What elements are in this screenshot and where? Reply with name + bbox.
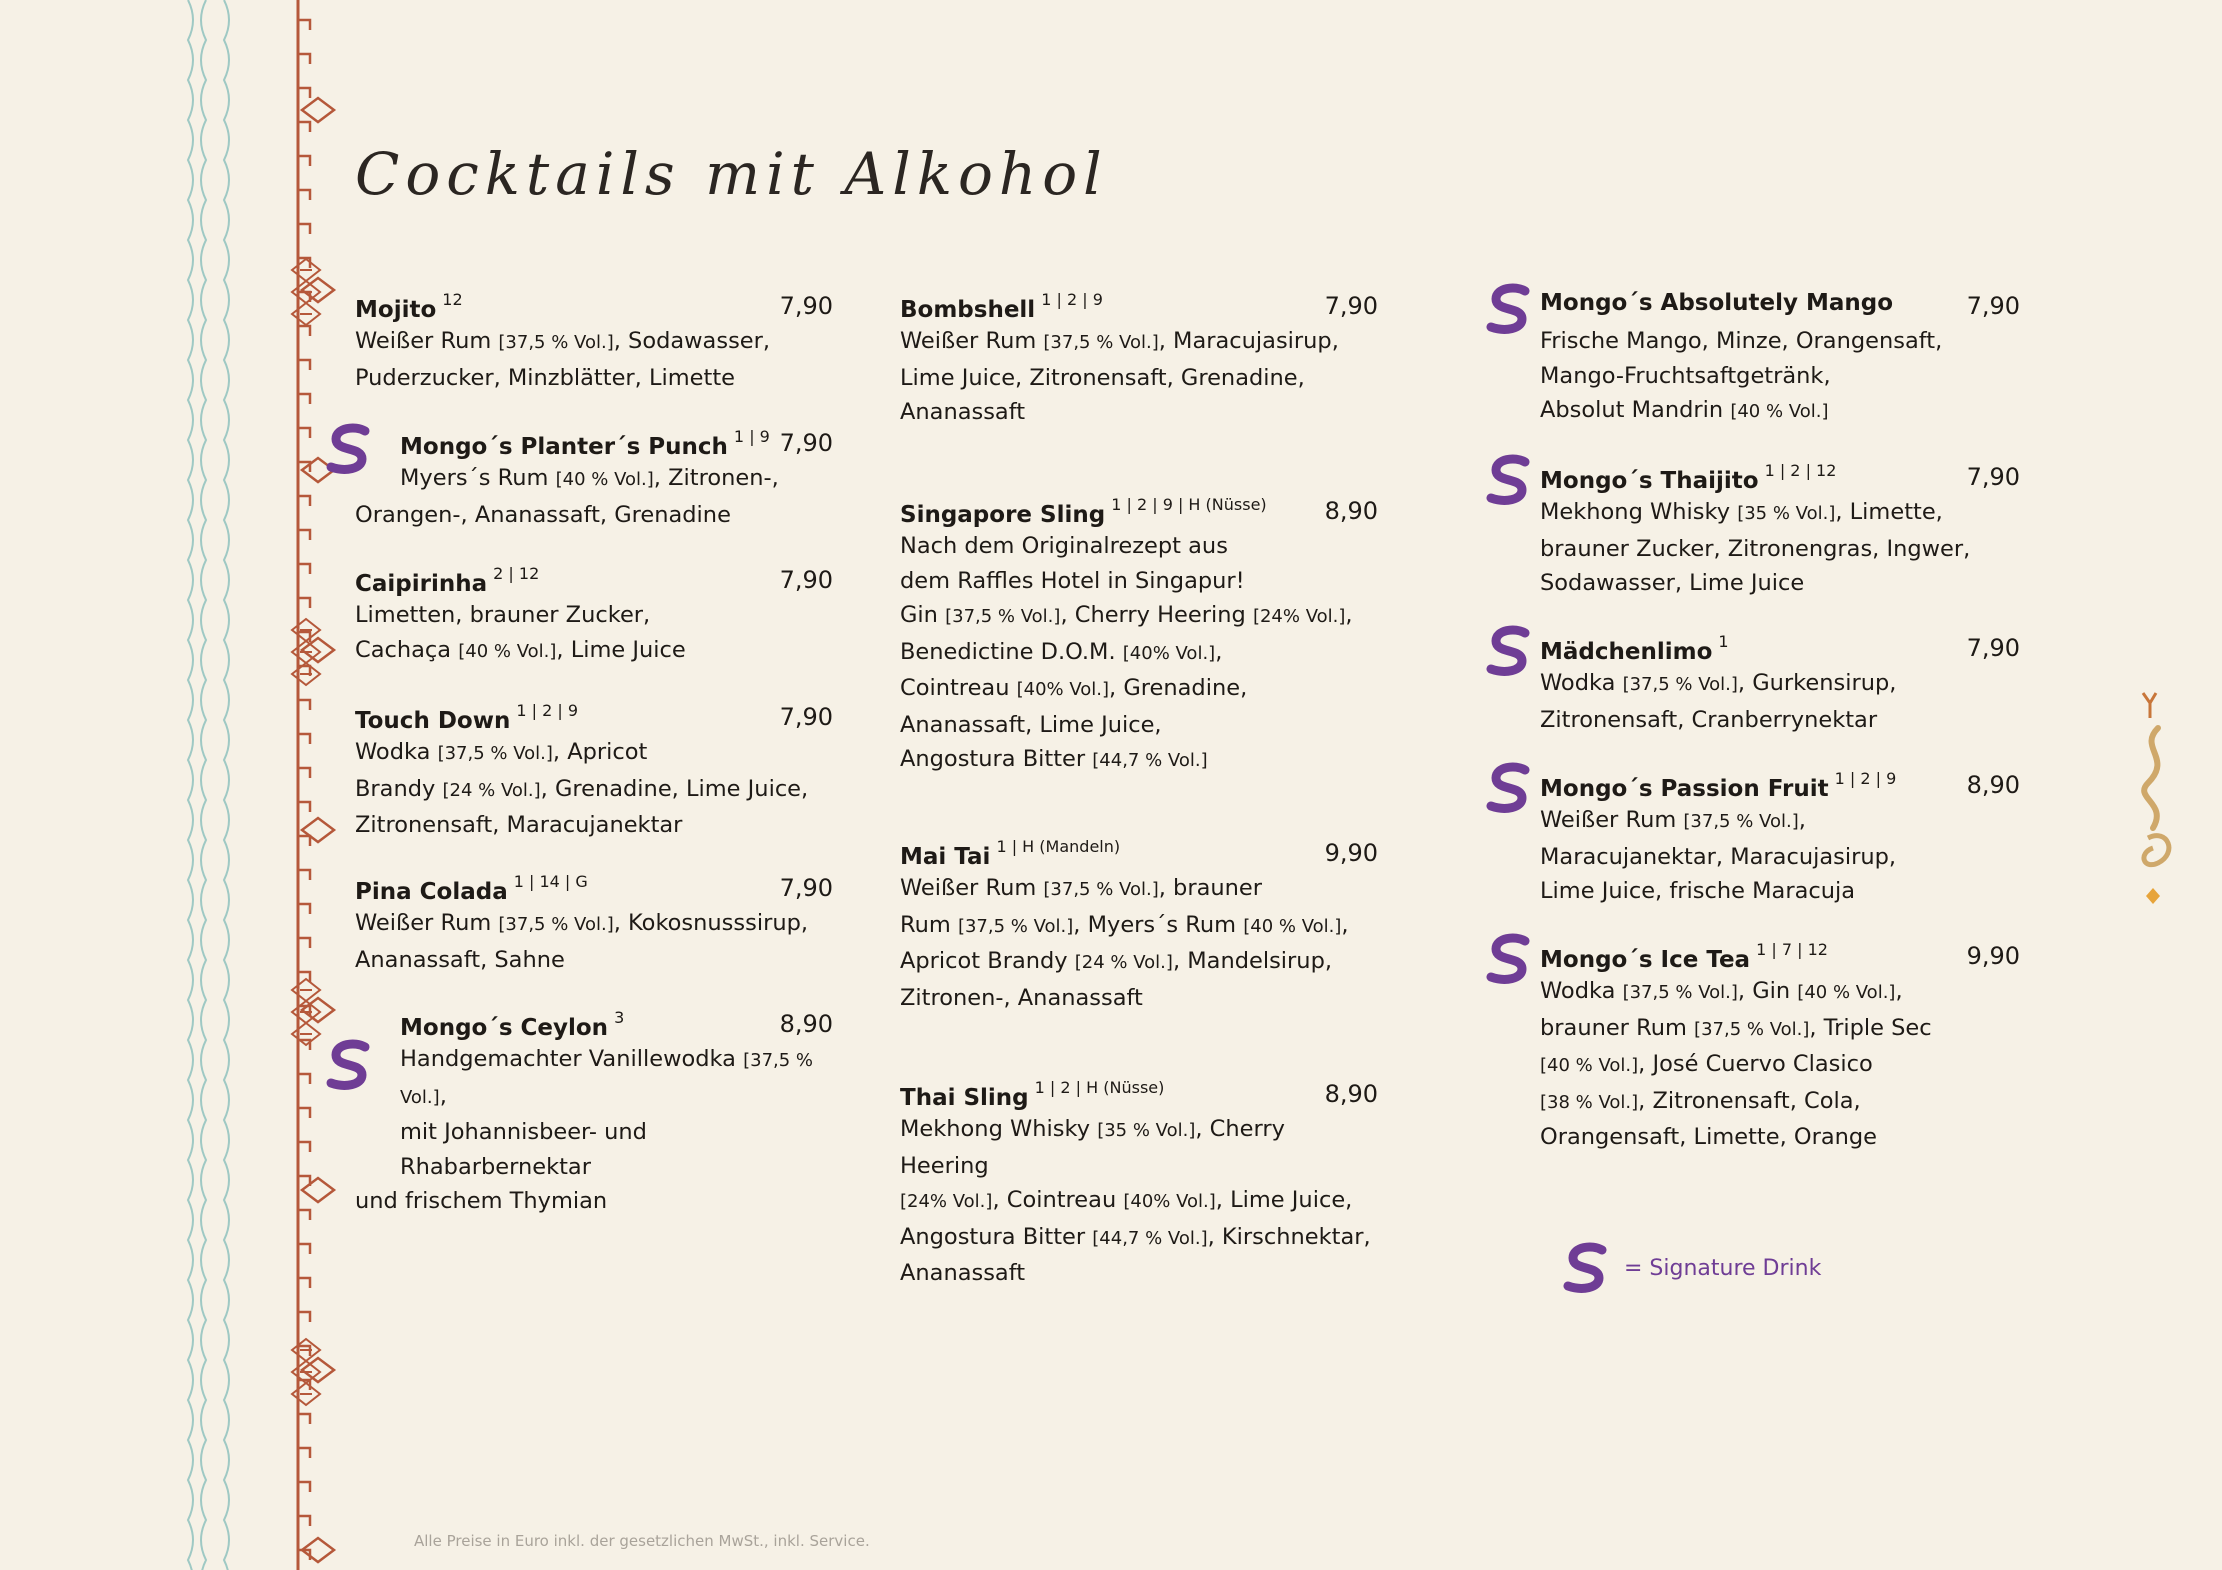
menu-item-header xyxy=(900,290,1378,324)
description-text: , Zitronen-, xyxy=(653,465,779,491)
drink-price: 7,90 xyxy=(1966,463,2020,491)
description-text: Puderzucker, Minzblätter, Limette xyxy=(355,364,736,391)
drink-description xyxy=(355,735,833,843)
description-text: , Limette, xyxy=(1835,499,1943,525)
description-line xyxy=(900,361,1378,396)
allergen-codes: 1 | 2 | H (Nüsse) xyxy=(1034,1078,1165,1097)
description-line xyxy=(355,772,833,809)
description-text: , Gurkensirup, xyxy=(1737,670,1897,696)
description-text: , Cherry Heering xyxy=(1060,602,1253,628)
signature-s-icon xyxy=(1560,1241,1614,1295)
alcohol-content: [40 % Vol.] xyxy=(1540,1055,1639,1076)
menu-item xyxy=(1540,940,2020,1155)
drink-price: 8,90 xyxy=(779,1010,833,1038)
description-text: Benedictine D.O.M. xyxy=(900,638,1123,665)
description-text: Myers´s Rum xyxy=(400,465,556,491)
alcohol-content: [37,5 % Vol.] xyxy=(437,743,553,764)
alcohol-content: [37,5 % Vol.] xyxy=(1622,674,1738,695)
drink-description xyxy=(355,598,833,669)
alcohol-content: [40% Vol.] xyxy=(1123,1191,1216,1212)
drink-price: 7,90 xyxy=(779,703,833,731)
description-line xyxy=(1540,1120,2020,1155)
allergen-codes: 2 | 12 xyxy=(493,564,540,583)
drink-name: Caipirinha xyxy=(355,571,488,597)
description-text: Wodka xyxy=(1540,670,1623,696)
drink-name: Mongo´s Thaijito xyxy=(1540,468,1759,494)
drink-name: Touch Down xyxy=(355,708,511,734)
description-text: , Kirschnektar, xyxy=(1207,1223,1371,1250)
alcohol-content: [38 % Vol.] xyxy=(1540,1091,1639,1113)
description-line xyxy=(1540,393,2020,430)
drink-description xyxy=(1540,974,2020,1155)
drink-description xyxy=(900,529,1378,779)
description-text: , Cointreau xyxy=(992,1187,1124,1213)
alcohol-content: [37,5 % Vol.] xyxy=(1694,1018,1810,1040)
allergen-codes: 3 xyxy=(614,1008,625,1027)
description-line xyxy=(1540,1084,2020,1121)
alcohol-content: [40 % Vol.] xyxy=(1730,401,1829,422)
description-line xyxy=(900,1112,1378,1183)
menu-item xyxy=(1540,769,2020,909)
alcohol-content: [40 % Vol.] xyxy=(1797,982,1896,1003)
description-line xyxy=(355,808,833,843)
description-line xyxy=(1540,666,2020,703)
description-text: Weißer Rum xyxy=(900,875,1044,901)
description-text: Brandy xyxy=(355,775,443,802)
drink-price: 8,90 xyxy=(1324,1080,1378,1108)
menu-item-header xyxy=(1540,290,2020,324)
description-line xyxy=(1540,324,2020,359)
allergen-codes: 1 | 2 | 9 xyxy=(516,701,579,720)
description-text: , José Cuervo Clasico xyxy=(1638,1051,1873,1077)
drink-name: Thai Sling xyxy=(900,1085,1029,1111)
drink-name: Mongo´s Passion Fruit xyxy=(1540,776,1829,802)
menu-item-header xyxy=(355,564,833,598)
signature-s-icon xyxy=(1485,453,1535,507)
drink-description xyxy=(355,906,833,977)
description-text: Weißer Rum xyxy=(900,328,1044,354)
description-text: , xyxy=(439,1082,447,1109)
description-text: , Zitronensaft, Cola, xyxy=(1638,1087,1861,1114)
description-text: , Apricot xyxy=(552,739,648,765)
menu-item xyxy=(900,837,1378,1015)
description-text: mit Johannisbeer- und Rhabarbernektar xyxy=(400,1119,647,1180)
description-text: Nach dem Originalrezept aus xyxy=(900,533,1228,559)
description-line xyxy=(1540,495,2020,532)
drink-price: 8,90 xyxy=(1324,497,1378,525)
description-text: , xyxy=(1215,638,1223,665)
description-text: , xyxy=(1895,978,1903,1004)
alcohol-content: [40 % Vol.] xyxy=(1243,915,1342,937)
description-text: Zitronensaft, Cranberrynektar xyxy=(1540,706,1878,733)
menu-item xyxy=(355,872,833,977)
description-text: Weißer Rum xyxy=(1540,807,1684,833)
description-line xyxy=(1540,1011,2020,1048)
drink-description xyxy=(900,324,1378,430)
description-line xyxy=(355,1115,833,1184)
description-text: Rum xyxy=(900,911,958,938)
description-text: Mango-Fruchtsaftgetränk, xyxy=(1540,362,1831,389)
menu-item-header xyxy=(355,290,833,324)
description-text: , xyxy=(1798,807,1806,833)
alcohol-content: [37,5 % Vol.] xyxy=(957,915,1074,937)
alcohol-content: [37,5 % Vol.] xyxy=(498,332,614,353)
alcohol-content: [24% Vol.] xyxy=(900,1191,993,1212)
allergen-codes: 1 | 2 | 12 xyxy=(1764,461,1837,480)
drink-description xyxy=(355,324,833,395)
alcohol-content: [40 % Vol.] xyxy=(555,469,654,490)
alcohol-content: [24 % Vol.] xyxy=(442,779,541,801)
drink-name: Mojito xyxy=(355,297,437,323)
description-line xyxy=(1540,703,2020,738)
description-text: Weißer Rum xyxy=(355,910,499,936)
description-line xyxy=(355,598,833,633)
description-text: Orangen-, Ananassaft, Grenadine xyxy=(355,501,731,528)
description-text: Orangensaft, Limette, Orange xyxy=(1540,1124,1878,1150)
description-text: Sodawasser, Lime Juice xyxy=(1540,570,1805,596)
drink-description xyxy=(355,461,833,532)
description-text: Frische Mango, Minze, Orangensaft, xyxy=(1540,328,1943,354)
description-text: und frischem Thymian xyxy=(355,1188,608,1214)
description-line xyxy=(900,944,1378,981)
drink-description xyxy=(355,1042,833,1219)
description-text: Absolut Mandrin xyxy=(1540,397,1731,423)
price-footnote: Alle Preise in Euro inkl. der gesetzlichen MwSt., inkl. Service. xyxy=(414,1532,870,1550)
menu-item-header xyxy=(1540,461,2020,495)
description-text: , Cherry Heering xyxy=(900,1116,1285,1179)
description-line xyxy=(900,395,1378,430)
description-text: , Gin xyxy=(1737,978,1798,1004)
alcohol-content: [24% Vol.] xyxy=(1252,606,1346,627)
description-text: , brauner xyxy=(1158,875,1262,901)
menu-item-header xyxy=(1540,632,2020,666)
description-line xyxy=(1540,1047,2020,1084)
description-text: Angostura Bitter xyxy=(900,746,1093,772)
alcohol-content: [37,5 % Vol.] xyxy=(498,914,614,935)
drink-description xyxy=(1540,666,2020,737)
description-text: Maracujanektar, Maracujasirup, xyxy=(1540,843,1897,870)
description-text: , xyxy=(1341,911,1349,938)
description-text: Limetten, brauner Zucker, xyxy=(355,602,651,628)
description-line xyxy=(900,635,1378,672)
description-line xyxy=(355,906,833,943)
description-text: , Sodawasser, xyxy=(613,328,771,354)
description-text: Ananassaft xyxy=(900,399,1026,425)
description-text: Wodka xyxy=(1540,978,1623,1004)
menu-item xyxy=(1540,461,2020,601)
description-line xyxy=(355,943,833,978)
menu-item-header xyxy=(355,872,833,906)
menu-item-header xyxy=(900,837,1378,871)
description-line xyxy=(1540,803,2020,840)
description-line xyxy=(900,908,1378,945)
menu-item xyxy=(1540,632,2020,737)
drink-name: Bombshell xyxy=(900,297,1036,323)
menu-item xyxy=(900,495,1378,779)
menu-item-header xyxy=(1540,940,2020,974)
allergen-codes: 1 xyxy=(1718,632,1729,651)
page-title: Cocktails mit Alkohol xyxy=(355,140,1108,208)
menu-item xyxy=(355,701,833,843)
menu-item xyxy=(1540,290,2020,430)
menu-item-header xyxy=(900,495,1378,529)
drink-price: 7,90 xyxy=(1324,292,1378,320)
description-text: Lime Juice, frische Maracuja xyxy=(1540,878,1856,904)
allergen-codes: 12 xyxy=(442,290,463,309)
allergen-codes: 1 | 2 | 9 xyxy=(1834,769,1897,788)
description-line xyxy=(355,735,833,772)
signature-s-icon xyxy=(325,1038,375,1092)
description-text: Ananassaft, Lime Juice, xyxy=(900,711,1162,738)
drink-description xyxy=(1540,803,2020,909)
description-text: , Maracujasirup, xyxy=(1158,328,1339,354)
description-line xyxy=(355,498,833,533)
drink-price: 9,90 xyxy=(1966,942,2020,970)
alcohol-content: [37,5 % Vol.] xyxy=(1043,332,1159,353)
drink-price: 7,90 xyxy=(1966,292,2020,320)
description-text: , Lime Juice xyxy=(556,636,686,663)
drink-description xyxy=(1540,495,2020,601)
description-text: Mekhong Whisky xyxy=(900,1116,1098,1142)
signature-s-icon xyxy=(325,422,375,476)
alcohol-content: [40 % Vol.] xyxy=(458,640,557,662)
description-text: , Triple Sec xyxy=(1809,1014,1932,1041)
drink-price: 7,90 xyxy=(779,292,833,320)
description-text: Zitronen-, Ananassaft xyxy=(900,984,1143,1011)
alcohol-content: [24 % Vol.] xyxy=(1074,952,1173,973)
menu-item-header xyxy=(355,427,833,461)
drink-name: Mongo´s Planter´s Punch xyxy=(400,434,728,460)
description-line xyxy=(900,871,1378,908)
description-line xyxy=(1540,532,2020,567)
description-line xyxy=(1540,974,2020,1011)
description-line xyxy=(1540,874,2020,909)
description-line xyxy=(900,598,1378,635)
drink-name: Mai Tai xyxy=(900,844,991,870)
description-text: Lime Juice, Zitronensaft, Grenadine, xyxy=(900,364,1305,391)
description-text: Weißer Rum xyxy=(355,328,499,354)
description-text: Ananassaft, Sahne xyxy=(355,946,565,973)
description-text: Handgemachter Vanillewodka xyxy=(400,1046,744,1072)
description-line xyxy=(900,1183,1378,1220)
menu-item xyxy=(355,564,833,669)
description-text: dem Raffles Hotel in Singapur! xyxy=(900,567,1245,594)
description-text: Mekhong Whisky xyxy=(1540,499,1738,525)
signature-legend xyxy=(1560,1242,1821,1294)
description-line xyxy=(900,1256,1378,1291)
description-line xyxy=(355,1184,833,1219)
menu-item xyxy=(900,290,1378,430)
allergen-codes: 1 | 9 xyxy=(733,427,770,446)
description-line xyxy=(900,324,1378,361)
alcohol-content: [37,5 % Vol.] xyxy=(400,1050,814,1108)
drink-price: 9,90 xyxy=(1324,839,1378,867)
signature-s-icon xyxy=(1485,282,1535,336)
menu-item xyxy=(355,1008,833,1219)
drink-price: 7,90 xyxy=(779,874,833,902)
drink-description xyxy=(1540,324,2020,430)
drink-name: Mongo´s Ceylon xyxy=(400,1015,609,1041)
alcohol-content: [37,5 % Vol.] xyxy=(945,606,1061,627)
decorative-border xyxy=(150,0,360,1570)
description-text: brauner Zucker, Zitronengras, Ingwer, xyxy=(1540,535,1971,562)
menu-item-header xyxy=(1540,769,2020,803)
allergen-codes: 1 | 2 | 9 xyxy=(1041,290,1103,309)
drink-price: 7,90 xyxy=(1966,634,2020,662)
description-line xyxy=(355,633,833,670)
description-text: Cointreau xyxy=(900,675,1017,701)
drink-name: Pina Colada xyxy=(355,879,508,905)
description-text: Zitronensaft, Maracujanektar xyxy=(355,812,683,838)
description-line xyxy=(900,981,1378,1016)
alcohol-content: [35 % Vol.] xyxy=(1737,503,1836,524)
description-line xyxy=(900,671,1378,708)
description-line xyxy=(900,1220,1378,1257)
description-line xyxy=(900,708,1378,743)
description-text: , Grenadine, xyxy=(1109,675,1248,701)
drink-name: Singapore Sling xyxy=(900,502,1106,528)
drink-price: 8,90 xyxy=(1966,771,2020,799)
description-text: Apricot Brandy xyxy=(900,948,1075,974)
description-text: Wodka xyxy=(355,739,438,765)
drink-price: 7,90 xyxy=(779,429,833,457)
description-text: Gin xyxy=(900,602,946,628)
description-text: , Kokosnusssirup, xyxy=(613,910,809,936)
menu-item-header xyxy=(355,1008,833,1042)
description-line xyxy=(900,564,1378,599)
description-text: Angostura Bitter xyxy=(900,1223,1093,1250)
description-text: , Myers´s Rum xyxy=(1073,911,1244,938)
menu-item xyxy=(355,427,833,532)
menu-item xyxy=(900,1078,1378,1291)
description-line xyxy=(1540,840,2020,875)
decorative-flourish xyxy=(2128,688,2188,928)
description-line xyxy=(900,742,1378,779)
menu-item-header xyxy=(355,701,833,735)
drink-price: 7,90 xyxy=(779,566,833,594)
description-line xyxy=(1540,566,2020,601)
alcohol-content: [37,5 % Vol.] xyxy=(1622,982,1738,1003)
drink-name: Mongo´s Absolutely Mango xyxy=(1540,290,1894,316)
alcohol-content: [44,7 % Vol.] xyxy=(1092,1227,1208,1249)
description-line xyxy=(900,529,1378,564)
description-text: , Lime Juice, xyxy=(1215,1187,1353,1213)
description-line xyxy=(355,361,833,396)
description-line xyxy=(355,461,833,498)
description-text: brauner Rum xyxy=(1540,1014,1695,1041)
description-line xyxy=(1540,359,2020,394)
allergen-codes: 1 | 14 | G xyxy=(513,872,588,891)
description-text: , Mandelsirup, xyxy=(1172,948,1332,974)
description-text: Ananassaft xyxy=(900,1260,1026,1286)
description-line xyxy=(355,324,833,361)
menu-item-header xyxy=(900,1078,1378,1112)
description-text: , xyxy=(1345,602,1353,628)
signature-s-icon xyxy=(1485,932,1535,986)
description-text: Cachaça xyxy=(355,636,459,663)
drink-description xyxy=(900,871,1378,1015)
menu-item xyxy=(355,290,833,395)
alcohol-content: [40% Vol.] xyxy=(1016,679,1110,700)
description-text: , Grenadine, Lime Juice, xyxy=(540,775,809,802)
alcohol-content: [44,7 % Vol.] xyxy=(1092,750,1208,771)
signature-s-icon xyxy=(1485,761,1535,815)
alcohol-content: [37,5 % Vol.] xyxy=(1043,879,1159,900)
drink-name: Mädchenlimo xyxy=(1540,639,1713,665)
drink-name: Mongo´s Ice Tea xyxy=(1540,947,1751,973)
alcohol-content: [35 % Vol.] xyxy=(1097,1120,1196,1141)
alcohol-content: [37,5 % Vol.] xyxy=(1683,811,1799,832)
description-line xyxy=(355,1042,833,1115)
allergen-codes: 1 | 7 | 12 xyxy=(1756,940,1828,959)
alcohol-content: [40% Vol.] xyxy=(1122,642,1216,664)
drink-description xyxy=(900,1112,1378,1291)
legend-text: = Signature Drink xyxy=(1624,1255,1822,1281)
signature-s-icon xyxy=(1485,624,1535,678)
allergen-codes: 1 | 2 | 9 | H (Nüsse) xyxy=(1111,495,1267,514)
allergen-codes: 1 | H (Mandeln) xyxy=(996,837,1121,856)
